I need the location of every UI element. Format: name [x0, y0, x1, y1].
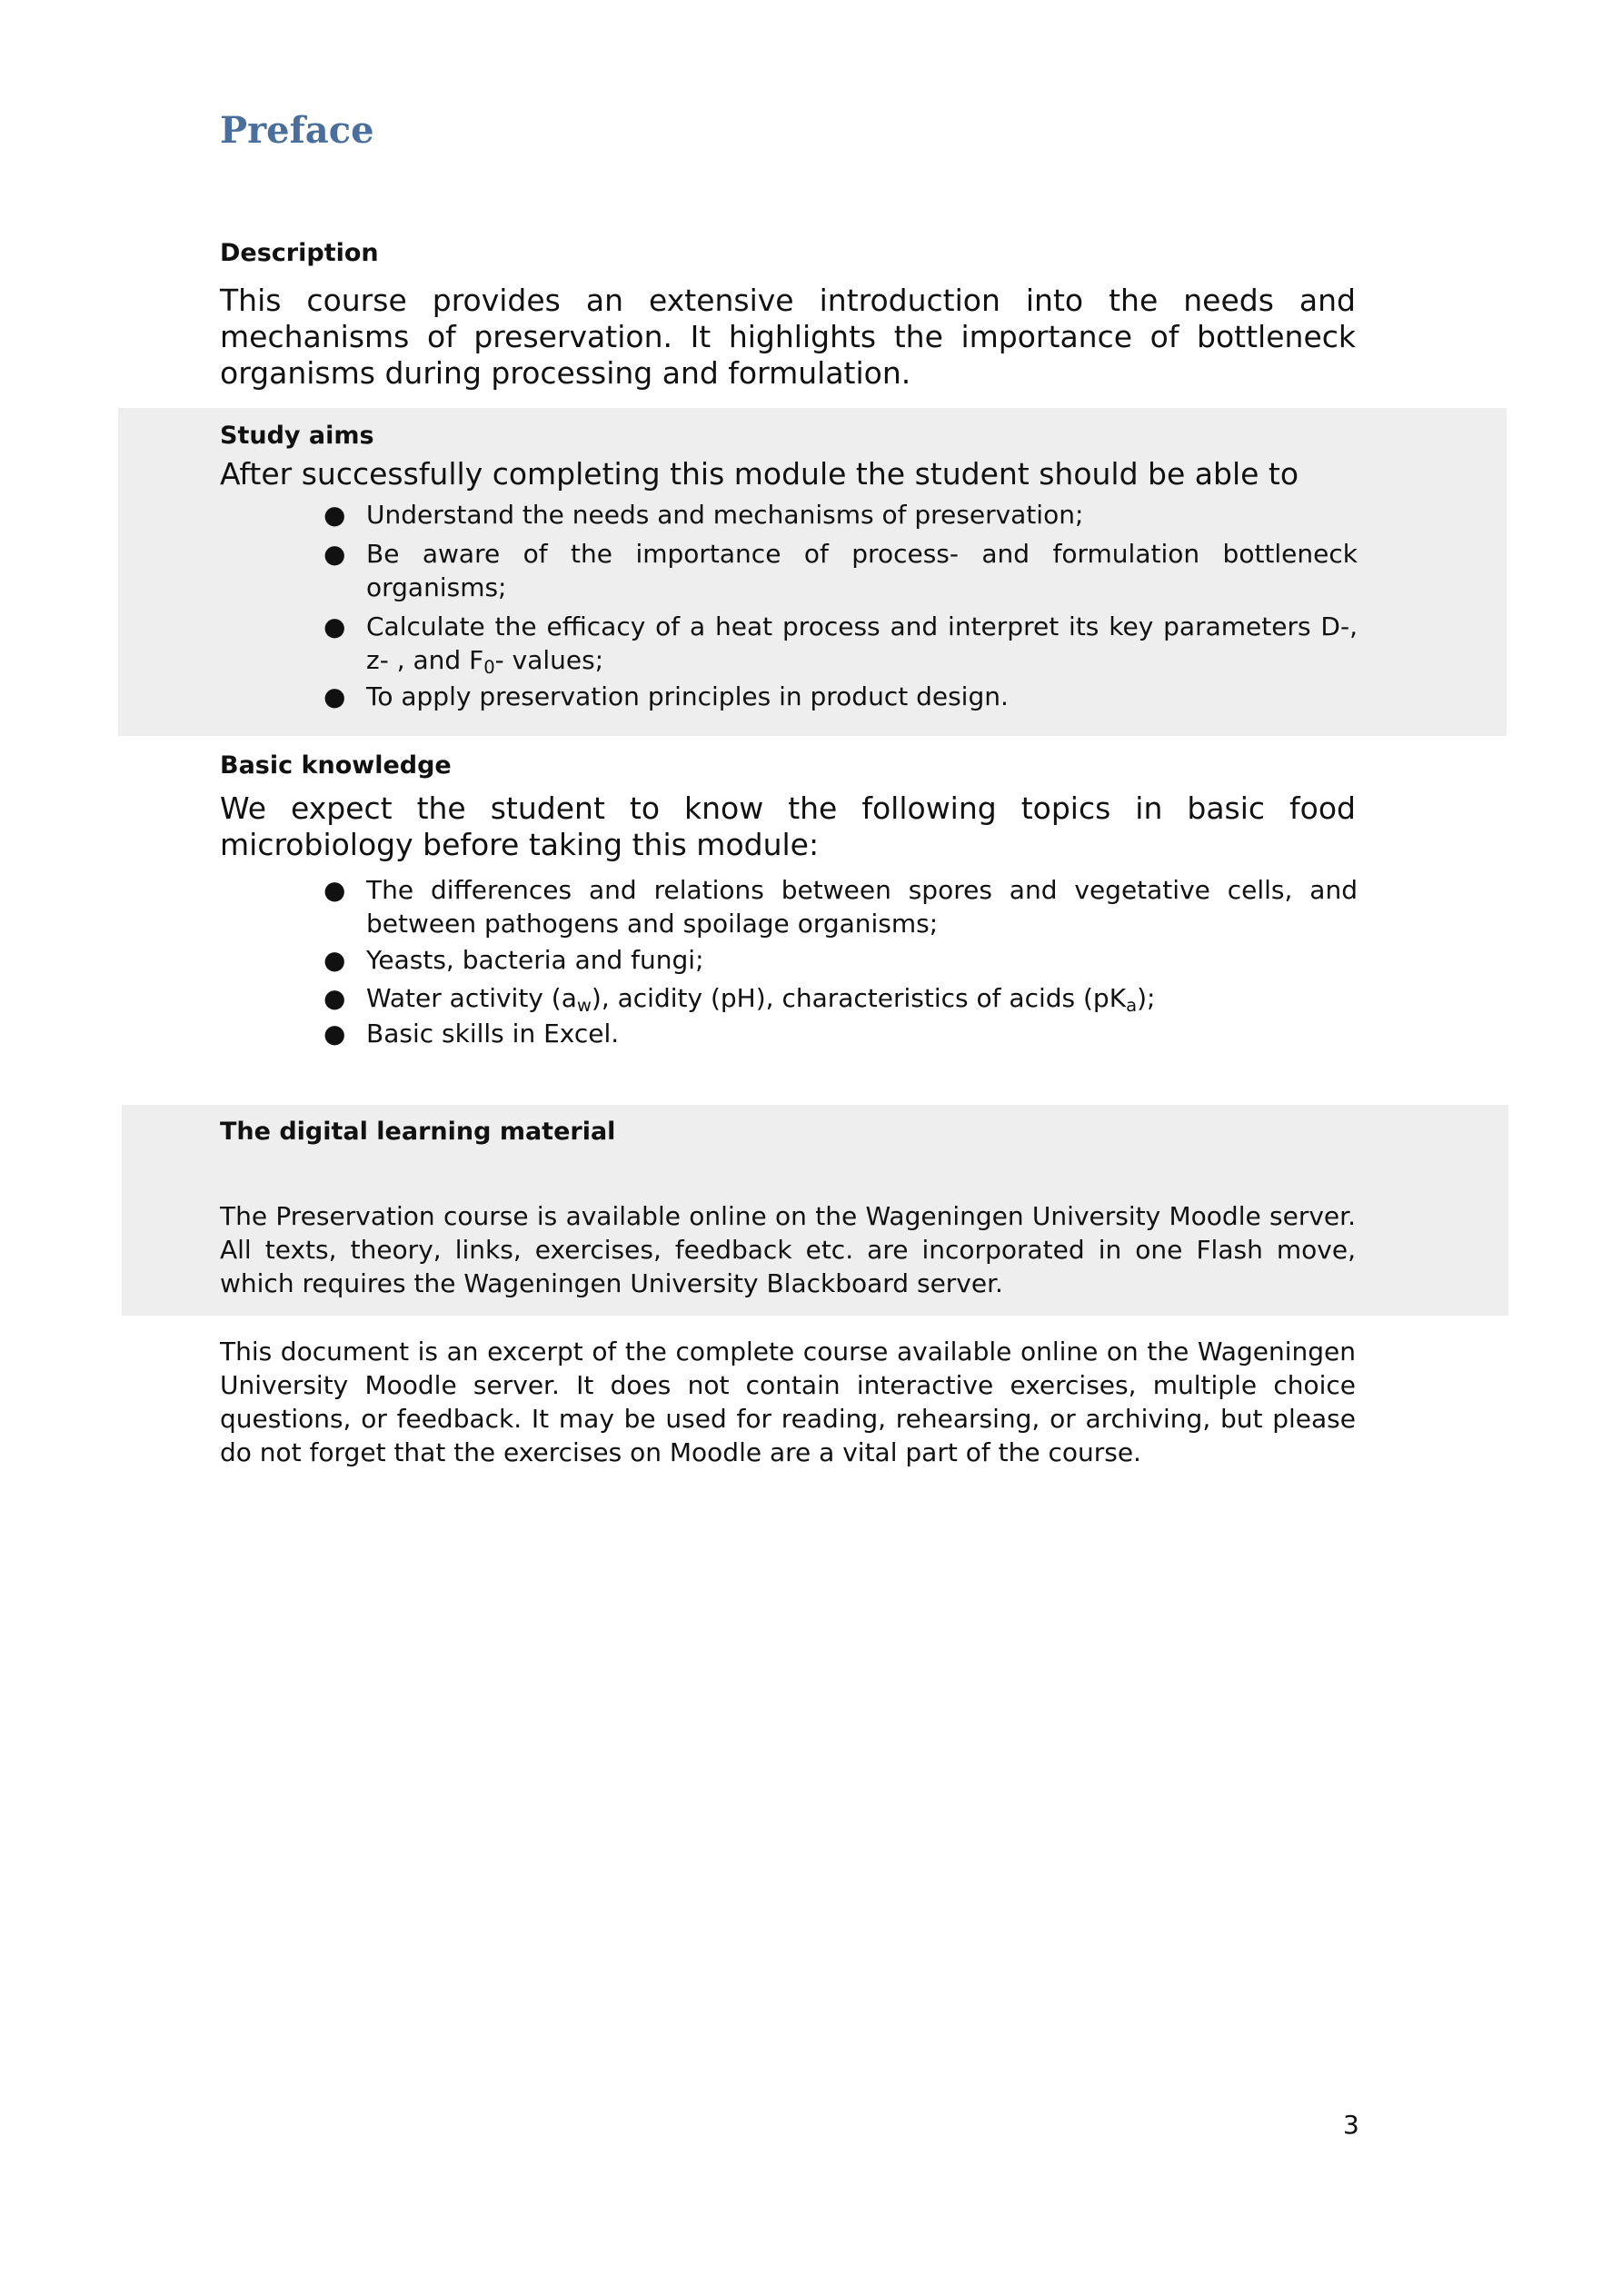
study-aims-intro: After successfully completing this module the student should be able to	[220, 456, 1299, 492]
list-item: ● Yeasts, bacteria and fungi;	[323, 945, 704, 975]
description-heading: Description	[220, 239, 379, 267]
study-aims-heading: Study aims	[220, 422, 374, 450]
bullet-icon: ●	[323, 611, 346, 641]
page-title: Preface	[220, 109, 374, 152]
bullet-icon: ●	[323, 945, 346, 975]
study-aims-list	[0, 498, 1358, 713]
digital-material-heading: The digital learning material	[220, 1118, 616, 1146]
page-number: 3	[1343, 2110, 1359, 2140]
list-item: ● Basic skills in Excel.	[323, 1019, 620, 1049]
list-item: ● The differences and relations between spores and vegetative cells, and between pathogens and spoilage organisms;	[323, 875, 1358, 939]
bullet-icon: ●	[323, 500, 346, 530]
list-item: ● Understand the needs and mechanisms of preservation;	[323, 500, 1084, 530]
excerpt-note: This document is an excerpt of the complete course available online on the Wageningen University Moodle server. It does not contain interactive exercises, multiple choice questions, or feedback. It may be used for reading, rehearsing, or archiving, but please do not forget that the exercises on Moodle are a vital part of the course.	[220, 1337, 1356, 1467]
basic-knowledge-heading: Basic knowledge	[220, 751, 452, 780]
bullet-icon: ●	[323, 1019, 346, 1049]
list-item: ● Calculate the efficacy of a heat process and interpret its key parameters D-, z- , and $F_0-$ values;	[323, 611, 1358, 678]
bullet-icon: ●	[323, 681, 346, 711]
list-item: ● Water activity $(a_w)$, acidity (pH), characteristics of acids $(pK_a)$;	[323, 983, 1156, 1016]
digital-material-text: The Preservation course is available online on the Wageningen University Moodle server. All texts, theory, links, exercises, feedback etc. are incorporated in one Flash move, which requires the Wageningen University Blackboard server.	[220, 1201, 1356, 1298]
bullet-icon: ●	[323, 539, 346, 569]
basic-knowledge-intro: We expect the student to know the following topics in basic food microbiology before taking this module:	[220, 790, 1356, 862]
basic-knowledge-list	[0, 873, 1358, 1050]
bullet-icon: ●	[323, 875, 346, 905]
bullet-icon: ●	[323, 983, 346, 1013]
description-text: This course provides an extensive introduction into the needs and mechanisms of preservation. It highlights the importance of bottleneck organisms during processing and formulation.	[220, 283, 1356, 391]
list-item: ● Be aware of the importance of process- and formulation bottleneck organisms;	[323, 539, 1358, 602]
list-item: ● To apply preservation principles in product design.	[323, 681, 1009, 711]
